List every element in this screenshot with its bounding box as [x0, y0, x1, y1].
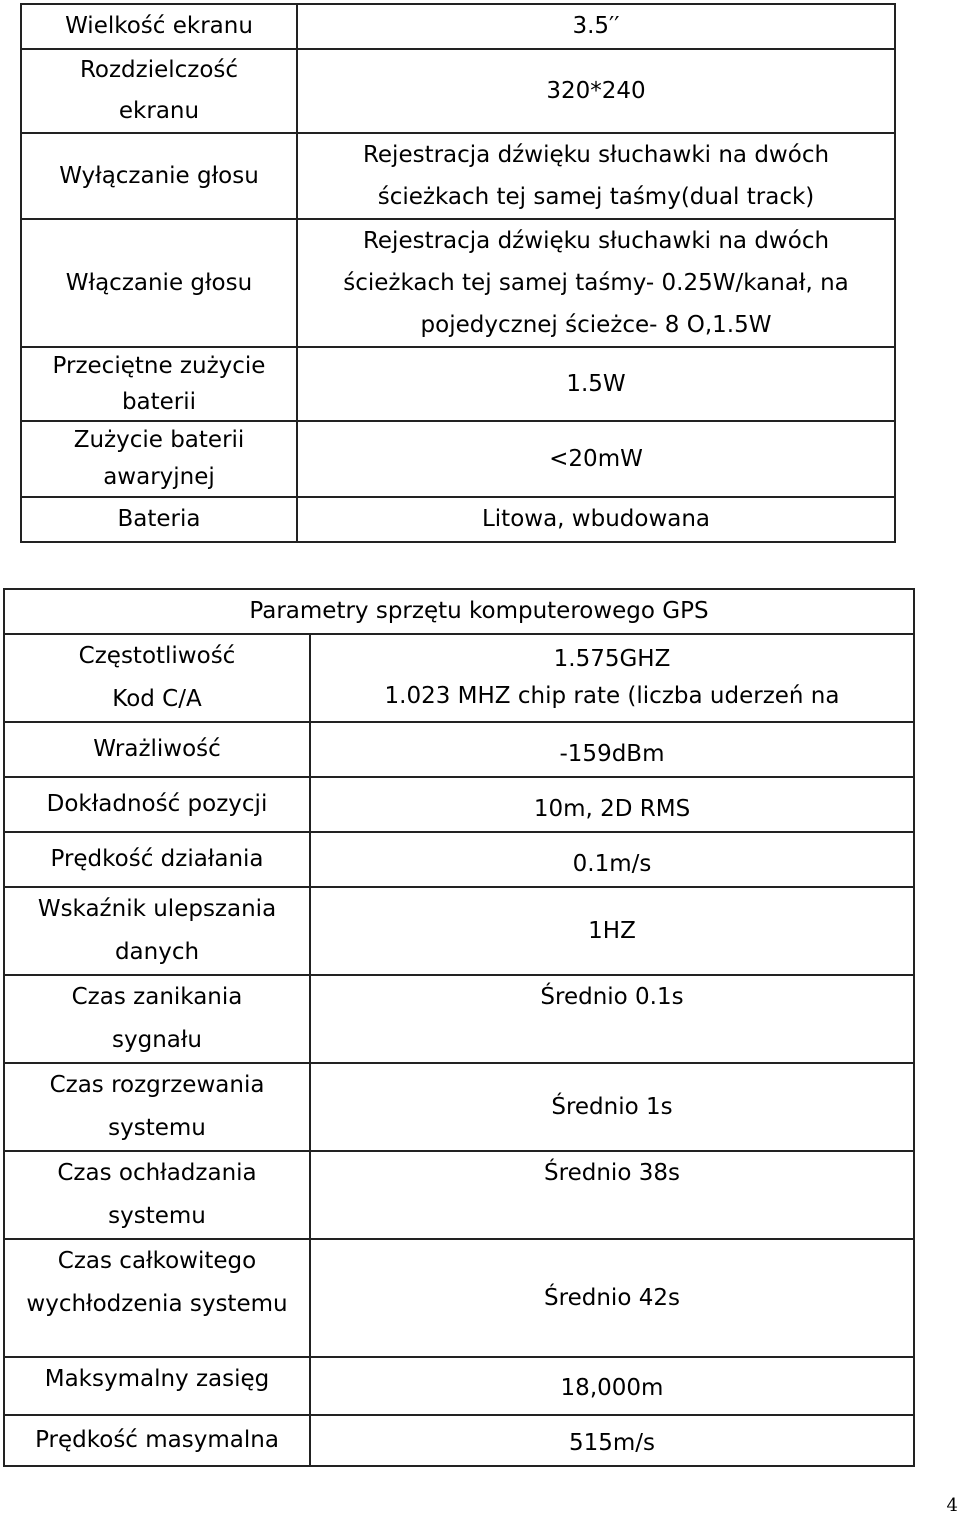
spec-label: Włączanie głosu — [21, 219, 297, 347]
spec-label: Przeciętne zużycie baterii — [21, 347, 297, 421]
spec-label: Wyłączanie głosu — [21, 133, 297, 219]
table-row — [4, 887, 914, 975]
display-specs-table — [20, 3, 896, 543]
table-row — [4, 1063, 914, 1151]
table-row — [4, 777, 914, 832]
spec-value: 515m/s — [310, 1415, 914, 1466]
spec-value: 320*240 — [297, 49, 895, 133]
table-row — [21, 133, 895, 219]
spec-label: Czas rozgrzewania systemu — [4, 1063, 310, 1151]
spec-label: Dokładność pozycji — [4, 777, 310, 832]
spec-value: 1.5W — [297, 347, 895, 421]
spec-label: Prędkość działania — [4, 832, 310, 887]
spec-label: Czas ochładzania systemu — [4, 1151, 310, 1239]
spec-label: Rozdzielczość ekranu — [21, 49, 297, 133]
spec-value: Średnio 0.1s — [310, 975, 914, 1063]
table-title: Parametry sprzętu komputerowego GPS — [4, 589, 914, 634]
spec-label: Wskaźnik ulepszania danych — [4, 887, 310, 975]
spec-label: Częstotliwość Kod C/A — [4, 634, 310, 722]
spec-value: Rejestracja dźwięku słuchawki na dwóch ścieżkach tej samej taśmy- 0.25W/kanał, na pojedycznej ścieżce- 8 O,1.5W — [297, 219, 895, 347]
spec-value: 18,000m — [310, 1357, 914, 1415]
spec-value: <20mW — [297, 421, 895, 497]
spec-value: 10m, 2D RMS — [310, 777, 914, 832]
spec-label: Czas zanikania sygnału — [4, 975, 310, 1063]
table-row — [21, 421, 895, 497]
table-row — [21, 49, 895, 133]
table-row — [4, 1415, 914, 1466]
table-row — [4, 1357, 914, 1415]
spec-value: 3.5′′ — [297, 4, 895, 49]
table-row — [4, 975, 914, 1063]
spec-value: Średnio 42s — [310, 1239, 914, 1357]
table-row — [4, 722, 914, 777]
gps-hardware-table — [3, 588, 915, 1467]
spec-value: 1.575GHZ 1.023 MHZ chip rate (liczba uderzeń na — [310, 634, 914, 722]
spec-value: Rejestracja dźwięku słuchawki na dwóch ścieżkach tej samej taśmy(dual track) — [297, 133, 895, 219]
table-row — [4, 634, 914, 722]
spec-label: Czas całkowitego wychłodzenia systemu — [4, 1239, 310, 1357]
table-row — [4, 1151, 914, 1239]
spec-label: Wrażliwość — [4, 722, 310, 777]
spec-value: 1HZ — [310, 887, 914, 975]
spec-value: Litowa, wbudowana — [297, 497, 895, 542]
table-row — [21, 219, 895, 347]
page-number: 4 — [946, 1495, 958, 1516]
spec-value: Średnio 1s — [310, 1063, 914, 1151]
table-row — [4, 1239, 914, 1357]
table-row — [21, 497, 895, 542]
spec-label: Bateria — [21, 497, 297, 542]
table-header-row — [4, 589, 914, 634]
spec-value: Średnio 38s — [310, 1151, 914, 1239]
table-row — [21, 4, 895, 49]
spec-label: Prędkość masymalna — [4, 1415, 310, 1466]
spec-label: Maksymalny zasięg — [4, 1357, 310, 1415]
spec-label: Zużycie baterii awaryjnej — [21, 421, 297, 497]
spec-label: Wielkość ekranu — [21, 4, 297, 49]
table-row — [21, 347, 895, 421]
spec-value: 0.1m/s — [310, 832, 914, 887]
spec-value: -159dBm — [310, 722, 914, 777]
table-row — [4, 832, 914, 887]
